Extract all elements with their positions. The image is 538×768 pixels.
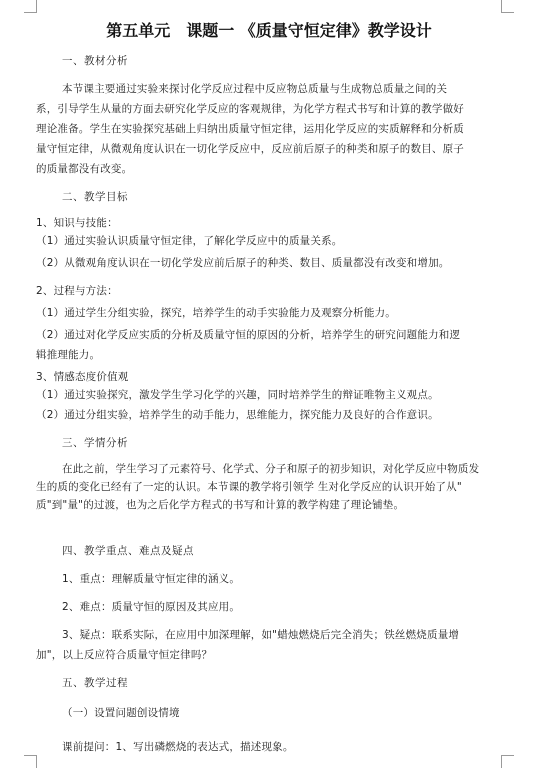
paragraph-line: 的质量都没有改变。 [36,163,133,175]
list-item: （2）从微观角度认识在一切化学发应前后原子的种类、数目、质量都没有改变和增加。 [36,257,450,269]
paragraph-line: 系，引导学生从量的方面去研究化学反应的客观规律，为化学方程式书写和计算的教学做好 [36,103,464,115]
paragraph-line: 课前提问：1、写出磷燃烧的表达式，描述现象。 [62,741,294,753]
subsection-title-scenario: （一）设置问题创设情境 [62,707,180,719]
page-corner-mark [24,755,37,768]
list-item-continuation: 加"，以上反应符合质量守恒定律吗？ [36,649,213,661]
list-item: （1）通过学生分组实验，探究，培养学生的动手实验能力及观察分析能力。 [36,307,396,319]
list-item: （1）通过实验探究，激发学生学习化学的兴趣，同时培养学生的辩证唯物主义观点。 [36,389,439,401]
section-heading-teaching-goals: 二、教学目标 [62,191,128,203]
paragraph-line: 生的质的变化已经有了一定的认识。本节课的教学将引领学 生对化学反应的认识开始了从" [36,481,462,493]
page-corner-mark [501,0,514,13]
page-corner-mark [24,0,37,13]
subsection-title-process: 2、过程与方法： [36,285,118,297]
document-title: 第五单元 课题一 《质量守恒定律》教学设计 [106,21,432,40]
paragraph-line: 在此之前，学生学习了元素符号、化学式、分子和原子的初步知识，对化学反应中物质发 [62,463,480,475]
paragraph-line: 质"到"量"的过渡，也为之后化学方程式的书写和计算的教学构建了理论铺垫。 [36,499,405,511]
list-item: （2）通过对化学反应实质的分析及质量守恒的原因的分析，培养学生的研究问题能力和逻 [36,329,461,341]
section-heading-material-analysis: 一、教材分析 [62,55,128,67]
page-corner-mark [501,755,514,768]
section-heading-key-points: 四、教学重点、难点及疑点 [62,545,194,557]
list-item: （1）通过实验认识质量守恒定律，了解化学反应中的质量关系。 [36,235,343,247]
list-item: （2）通过分组实验，培养学生的动手能力，思维能力，探究能力及良好的合作意识。 [36,409,439,421]
list-item: 3、疑点：联系实际，在应用中加深理解，如"蜡烛燃烧后完全消失；铁丝燃烧质量增 [62,629,460,641]
paragraph-line: 量守恒定律，从微观角度认识在一切化学反应中，反应前后原子的种类和原子的数目、原子 [36,143,464,155]
paragraph-line: 本节课主要通过实验来探讨化学反应过程中反应物总质量与生成物总质量之间的关 [62,83,448,95]
section-heading-student-analysis: 三、学情分析 [62,437,128,449]
section-heading-teaching-process: 五、教学过程 [62,677,128,689]
list-item-continuation: 辑推理能力。 [36,349,101,361]
subsection-title-emotion: 3、情感态度价值观 [36,371,129,383]
paragraph-line: 理论准备。学生在实验探究基础上归纳出质量守恒定律，运用化学反应的实质解释和分析质 [36,123,464,135]
list-item: 1、重点：理解质量守恒定律的涵义。 [62,573,241,585]
list-item: 2、难点：质量守恒的原因及其应用。 [62,601,241,613]
subsection-title-knowledge: 1、知识与技能： [36,217,118,229]
